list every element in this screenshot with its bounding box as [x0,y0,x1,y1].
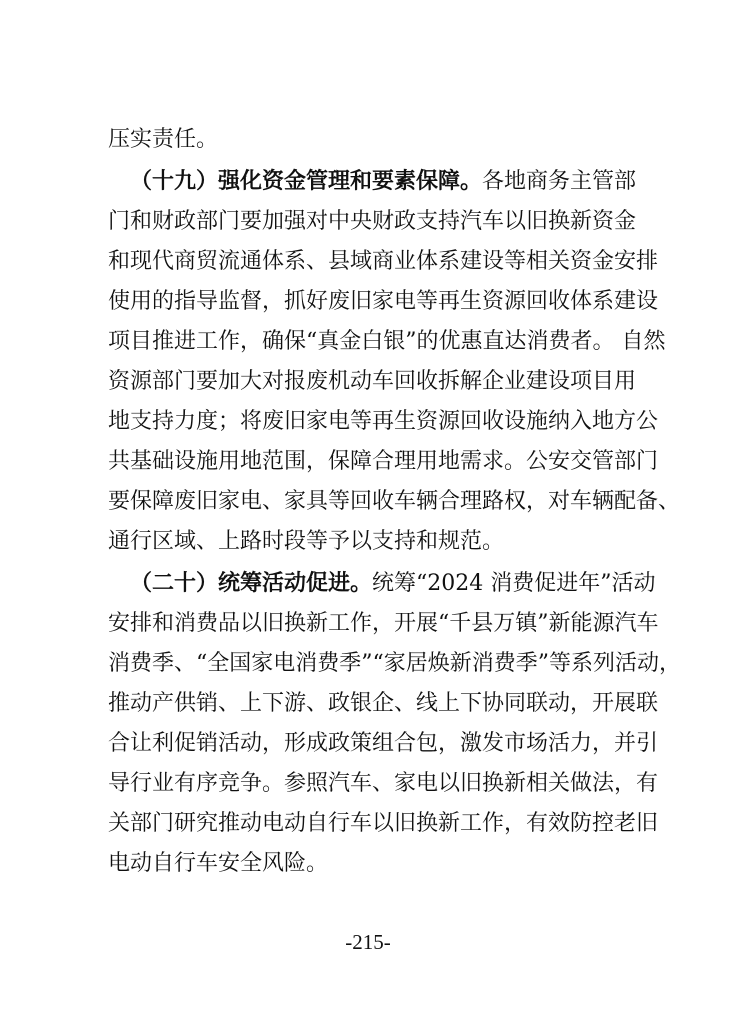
text-line: 合让利促销活动，形成政策组合包，激发市场活力，并引 [108,731,659,756]
text-line: 资源部门要加大对报废机动车回收拆解企业建设项目用 [108,369,637,394]
paragraph-section-19 [108,162,681,562]
text-line: 地支持力度；将废旧家电等再生资源回收设施纳入地方公 [108,409,659,434]
paragraph-section-20 [108,564,681,884]
text-line: 导行业有序竞争。参照汽车、家电以旧换新相关做法，有 [108,771,659,796]
text-line: 项目推进工作，确保“真金白银”的优惠直达消费者。 自然 [108,329,666,354]
text-line [108,564,656,604]
text-line: 和现代商贸流通体系、县域商业体系建设等相关资金安排 [108,249,659,274]
text-span: 统筹“2024 消费促进年”活动 [372,571,656,596]
text-line [108,162,636,202]
text-line: 安排和消费品以旧换新工作，开展“千县万镇”新能源汽车 [108,611,659,636]
text-line: 关部门研究推动电动自行车以旧换新工作，有效防控老旧 [108,811,659,836]
text-span: 各地商务主管部 [482,169,637,194]
paragraph-continuation [108,120,636,160]
document-body [108,120,681,884]
text-line: 压实责任。 [108,127,219,152]
text-line: 通行区域、上路时段等予以支持和规范。 [108,529,505,554]
text-line: 消费季、“全国家电消费季”“家居焕新消费季”等系列活动， [108,651,681,676]
text-line: 门和财政部门要加强对中央财政支持汽车以旧换新资金 [108,209,637,234]
section-heading: （二十）统筹活动促进。 [130,571,373,596]
text-line: 要保障废旧家电、家具等回收车辆合理路权，对车辆配备、 [108,489,681,514]
text-line: 使用的指导监督，抓好废旧家电等再生资源回收体系建设 [108,289,659,314]
text-line: 电动自行车安全风险。 [108,851,329,876]
page-number: -215- [345,930,391,954]
text-line: 推动产供销、上下游、政银企、线上下协同联动，开展联 [108,691,659,716]
section-heading: （十九）强化资金管理和要素保障。 [130,169,483,194]
text-line: 共基础设施用地范围，保障合理用地需求。公安交管部门 [108,449,659,474]
